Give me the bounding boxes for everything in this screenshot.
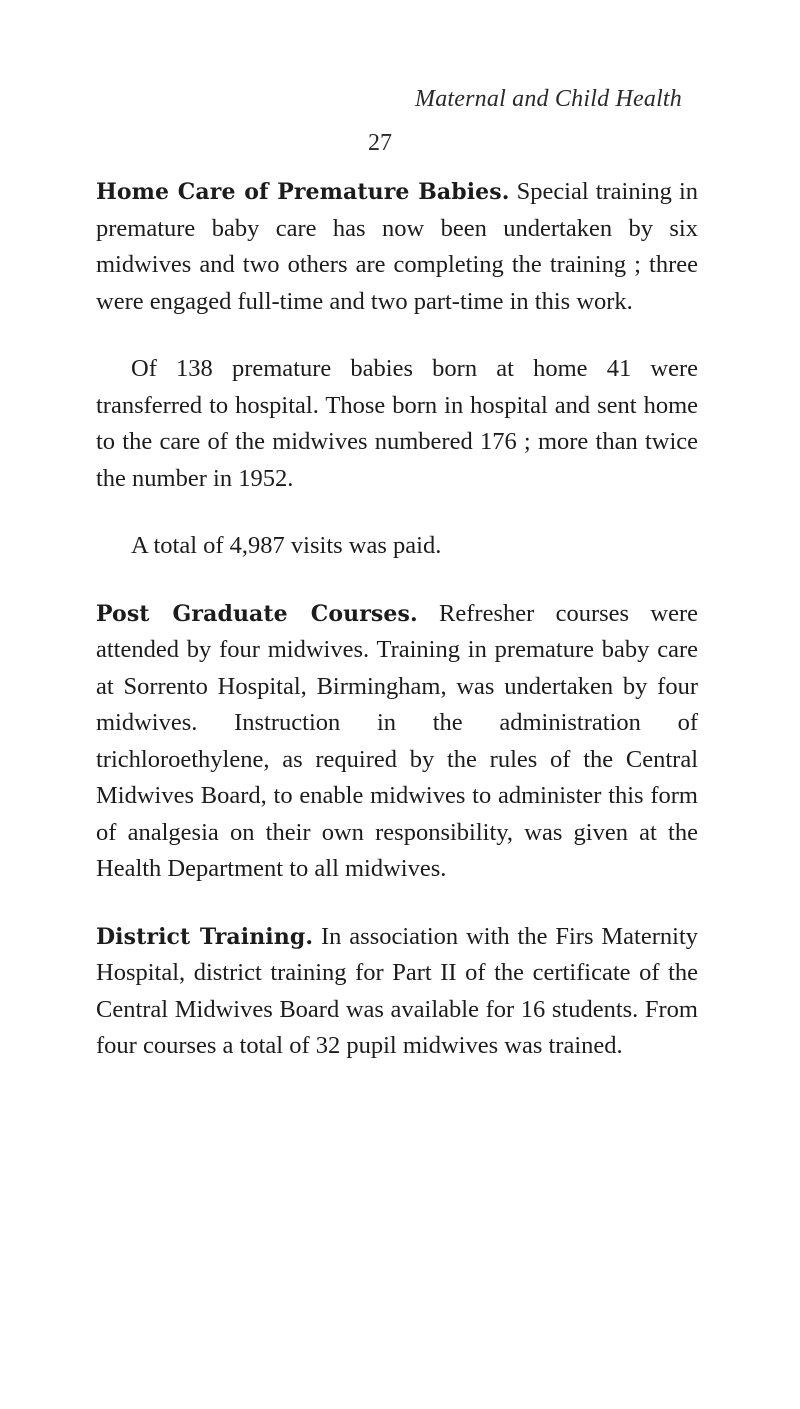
section-district-training [96,919,698,1065]
paragraph-total-visits: A total of 4,987 visits was paid. [131,532,442,559]
section-heading-post-graduate: Post Graduate Courses. [96,600,418,627]
running-title: Maternal and Child Health [415,86,682,112]
section-post-graduate-courses [96,596,698,888]
section-home-care-premature-babies [96,174,698,320]
section-text-post-graduate: Refresher courses were attended by four midwives. Training in premature baby care at Sorrento Hospital, Birmingham, was undertaken by four midwives. Instruction in the administration of trichloroethylene, as required by the rules of the Central Midwives Board, to enable midwives to administer this form of analgesia on their own responsibility, was given at the Health Department to all midwives. [96,599,698,882]
section-heading-home-care: Home Care of Premature Babies. [96,179,510,205]
paragraph-premature-births: Of 138 premature babies born at home 41 were transferred to hospital. Those born in hospital and sent home to the care of the midwives numbered 176 ; more than twice the number in 1952. [96,355,698,492]
document-body [96,174,698,1096]
section-heading-district-training: District Training. [96,923,314,950]
page-number: 27 [368,130,392,156]
section-text-district-training: In association with the Firs Maternity Hospital, district training for Part II of the certificate of the Central Midwives Board was available for 16 students. From four courses a total of 32 pupil midwives was trained. [96,922,699,1059]
section-text-home-care: Special training in premature baby care has now been undertaken by six midwives and two others are completing the training ; three were engaged full-time and two part-time in this work. [96,178,698,315]
